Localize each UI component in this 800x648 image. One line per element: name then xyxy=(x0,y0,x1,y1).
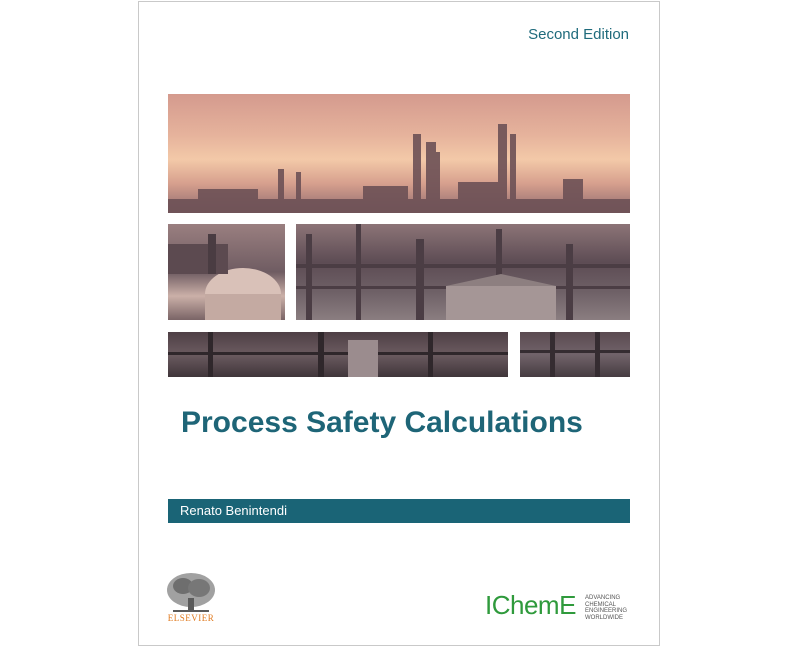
icheme-logo: IChemE xyxy=(485,590,576,620)
cover-photo-plant-lower-left xyxy=(168,332,508,377)
icheme-tagline-line: ADVANCING xyxy=(585,595,621,601)
author-bar xyxy=(168,499,630,523)
book-title: Process Safety Calculations xyxy=(181,406,583,439)
icheme-tagline-line: ENGINEERING xyxy=(585,608,628,614)
icheme-tagline xyxy=(585,595,627,621)
author-name: Renato Benintendi xyxy=(180,503,287,518)
cover-photo-storage-tank xyxy=(168,224,285,320)
icheme-tagline-line: CHEMICAL xyxy=(585,601,617,608)
publisher-name: ELSEVIER xyxy=(167,613,215,623)
icheme-tagline-line: WORLDWIDE xyxy=(585,614,623,621)
cover-photo-refinery-sunset xyxy=(168,94,630,213)
cover-photo-plant-lower-right xyxy=(520,332,630,377)
book-cover xyxy=(138,1,660,646)
edition-label: Second Edition xyxy=(528,26,629,43)
cover-photo-pipework xyxy=(296,224,630,320)
